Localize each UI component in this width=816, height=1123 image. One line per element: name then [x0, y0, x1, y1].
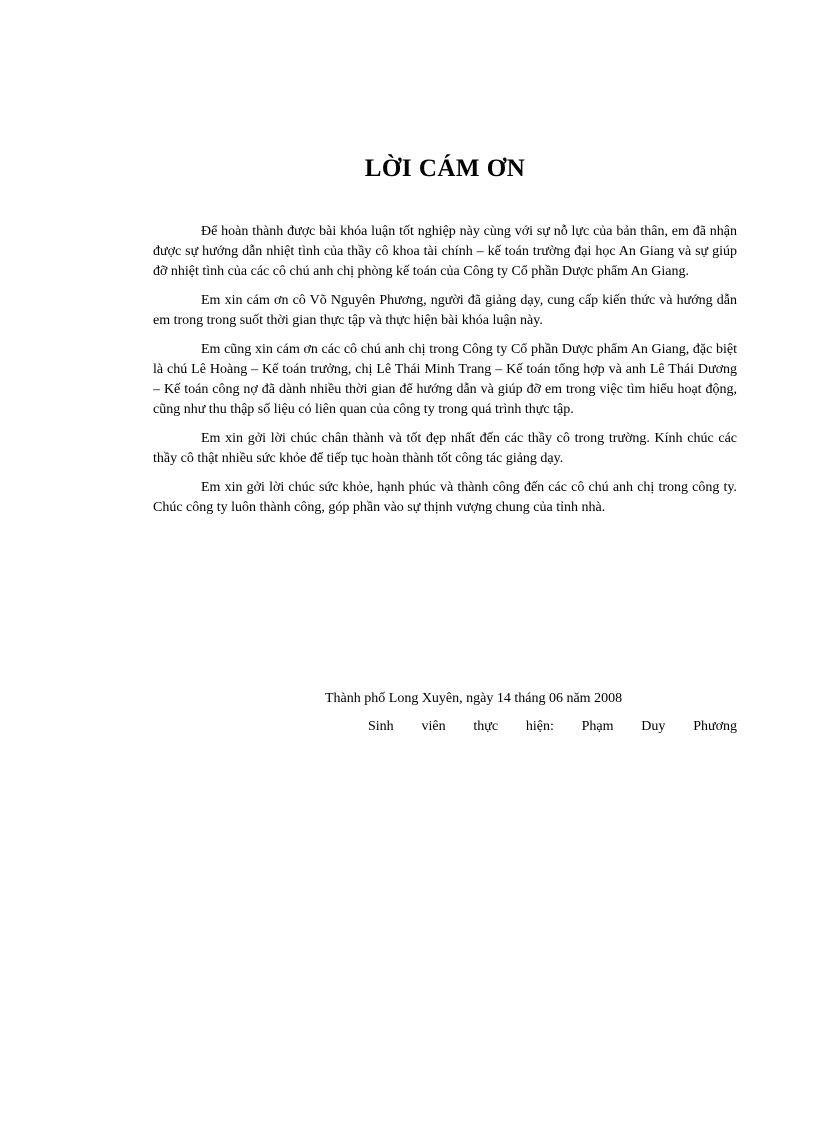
signature-word: Sinh: [368, 719, 394, 734]
page-title: LỜI CÁM ƠN: [364, 155, 526, 182]
signature-word: Phạm: [581, 719, 614, 734]
signature-word: viên: [421, 719, 446, 734]
paragraph-2: Em xin cám ơn cô Võ Nguyên Phương, người đã giảng dạy, cung cấp kiến thức và hướng dẫn em trong trong suốt thời gian thực tập và thực hiện bài khóa luận này.: [153, 293, 737, 328]
body-text: [153, 222, 737, 527]
paragraph-3: Em cũng xin cám ơn các cô chú anh chị trong Công ty Cổ phần Dược phẩm An Giang, đặc biệt là chú Lê Hoàng – Kế toán trưởng, chị Lê Thái Minh Trang – Kế toán tổng hợp và anh Lê Thái Dương – Kế toán công nợ đã dành nhiều thời gian để hướng dẫn và giúp đỡ em trong việc tìm hiểu hoạt động, cũng như thu thập số liệu có liên quan của công ty trong quá trình thực tập.: [153, 342, 737, 417]
signature-word: Duy: [641, 719, 666, 734]
signature-word: Phương: [693, 719, 737, 734]
paragraph-4: Em xin gởi lời chúc chân thành và tốt đẹp nhất đến các thầy cô trong trường. Kính chúc các thầy cô thật nhiều sức khỏe để tiếp tục hoàn thành tốt công tác giảng dạy.: [153, 431, 737, 466]
signature-student-line: [153, 717, 737, 737]
paragraph-5: Em xin gởi lời chúc sức khỏe, hạnh phúc và thành công đến các cô chú anh chị trong công ty. Chúc công ty luôn thành công, góp phần vào sự thịnh vượng chung của tỉnh nhà.: [153, 480, 737, 515]
signature-word: hiện:: [525, 719, 554, 734]
signature-date-line: Thành phố Long Xuyên, ngày 14 tháng 06 năm 2008: [325, 691, 623, 706]
paragraph-1: Để hoàn thành được bài khóa luận tốt nghiệp này cùng với sự nỗ lực của bản thân, em đã nhận được sự hướng dẫn nhiệt tình của thầy cô khoa tài chính – kế toán trường đại học An Giang và sự giúp đỡ nhiệt tình của các cô chú anh chị phòng kế toán của Công ty Cổ phần Dược phẩm An Giang.: [153, 224, 737, 279]
signature-block: [153, 689, 737, 737]
signature-word: thực: [473, 719, 499, 734]
